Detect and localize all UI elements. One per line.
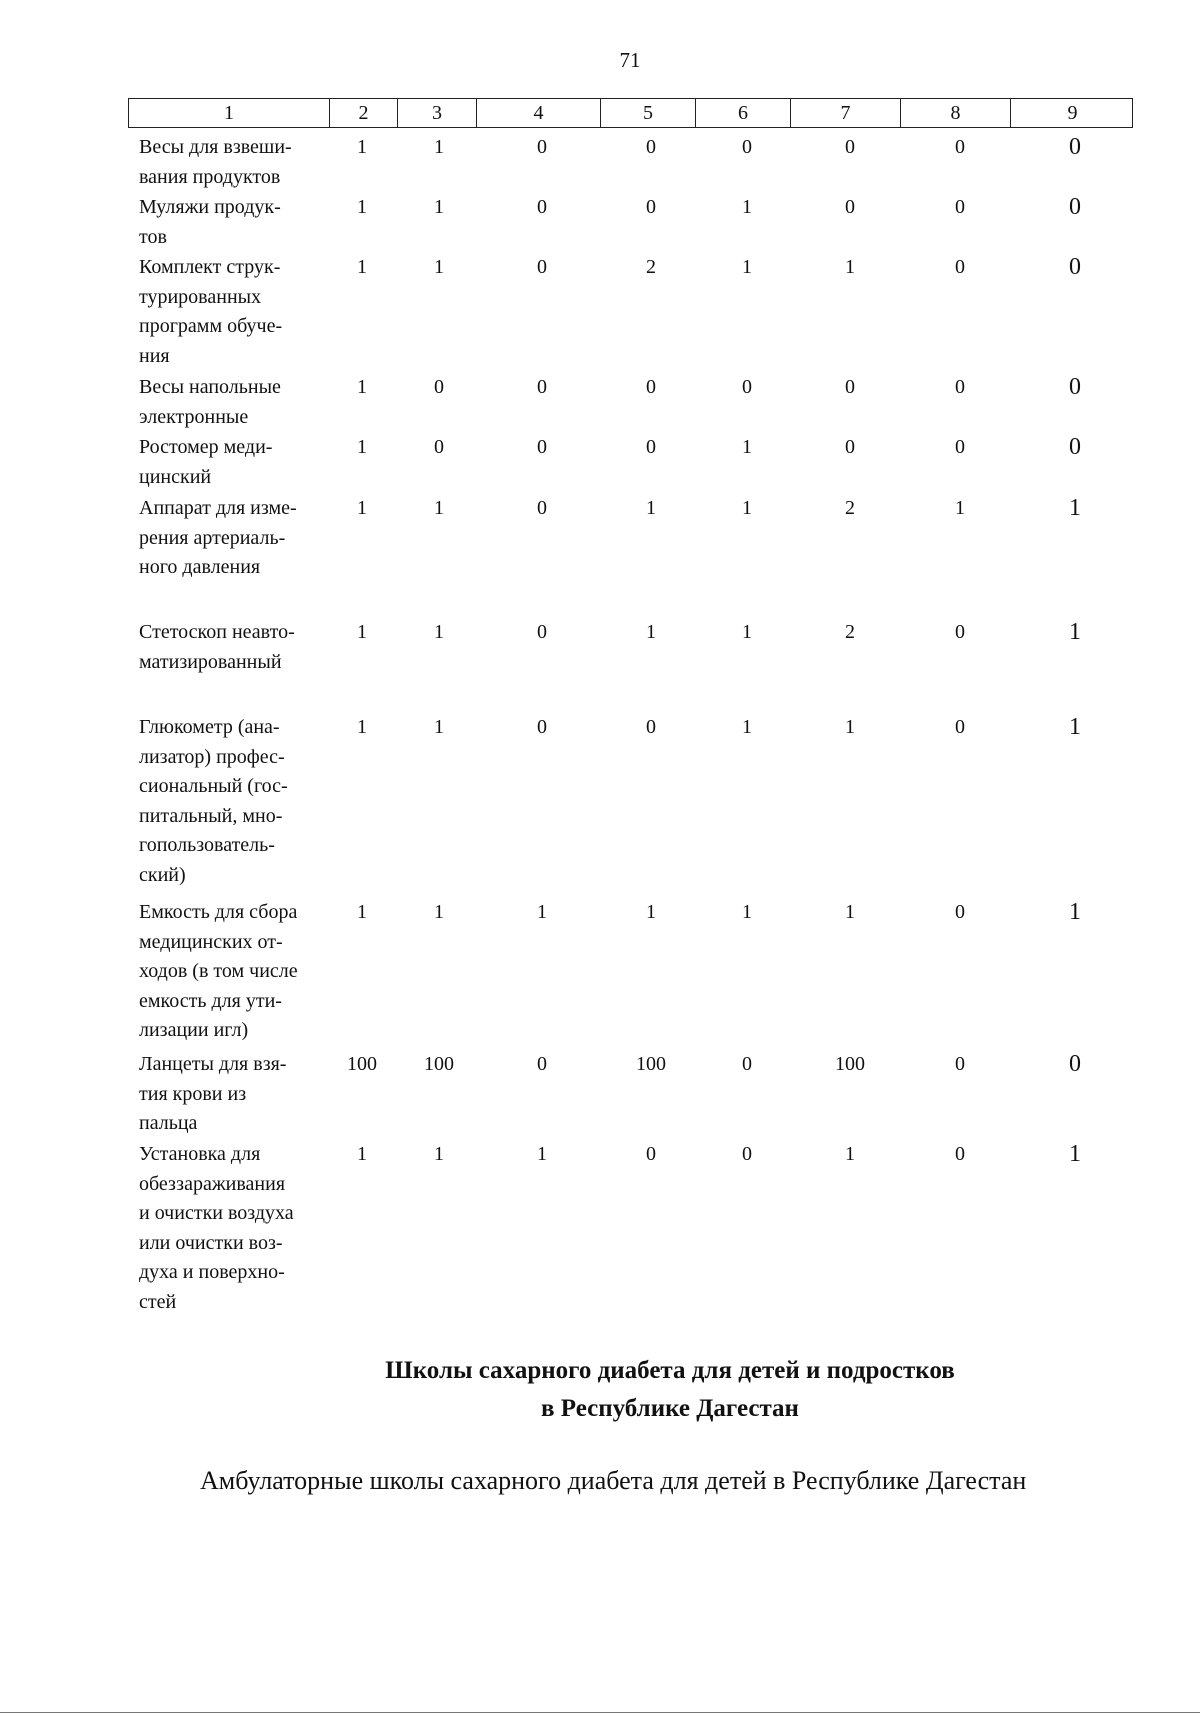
value-col-8: 0	[955, 256, 965, 278]
item-name-line: гопользователь-	[139, 834, 275, 856]
item-name-line: пальца	[139, 1112, 198, 1134]
value-col-6: 1	[742, 901, 752, 923]
value-col-6: 0	[742, 376, 752, 398]
item-name-line: электронные	[139, 405, 249, 428]
item-name-line: Весы для взвеши-	[139, 136, 292, 158]
item-name-line: ходов (в том числе	[139, 960, 298, 982]
value-col-6: 1	[742, 256, 752, 278]
value-col-9: 0	[1069, 134, 1081, 160]
value-col-9: 1	[1069, 899, 1081, 925]
section-title-line-2: в Республике Дагестан	[541, 1395, 799, 1422]
value-col-6: 0	[742, 136, 752, 158]
value-col-6: 0	[742, 1143, 752, 1165]
value-col-4: 0	[537, 1053, 547, 1075]
value-col-9: 1	[1069, 714, 1081, 740]
item-name-line: турированных	[139, 285, 262, 308]
item-name	[139, 898, 329, 1046]
item-name-line: Глюкометр (ана-	[139, 716, 280, 738]
item-name-line: матизированный	[139, 650, 282, 673]
value-col-3: 1	[434, 716, 444, 738]
header-cell-1: 1	[129, 99, 330, 127]
value-col-7: 0	[845, 196, 855, 218]
value-col-4: 0	[537, 436, 547, 458]
item-name-line: и очистки воздуха	[139, 1202, 294, 1224]
header-cell-6: 6	[696, 99, 791, 127]
value-col-3: 1	[434, 901, 444, 923]
item-name-line: Муляжи продук-	[139, 196, 281, 218]
item-name-line: вания продуктов	[139, 165, 281, 188]
item-name	[139, 433, 329, 492]
value-col-9: 0	[1069, 434, 1081, 460]
value-col-6: 0	[742, 1053, 752, 1075]
value-col-5: 0	[646, 196, 656, 218]
value-col-7: 1	[845, 1143, 855, 1165]
item-name-line: Емкость для сбора	[139, 901, 298, 923]
value-col-9: 1	[1069, 1141, 1081, 1167]
item-name-line: медицинских от-	[139, 930, 283, 953]
value-col-2: 1	[357, 716, 367, 738]
value-col-7: 2	[845, 497, 855, 519]
item-name	[139, 494, 329, 583]
value-col-2: 100	[347, 1053, 377, 1075]
value-col-8: 0	[955, 436, 965, 458]
item-name-line: духа и поверхно-	[139, 1261, 285, 1283]
page-number: 71	[619, 48, 641, 72]
value-col-4: 0	[537, 716, 547, 738]
value-col-5: 1	[646, 497, 656, 519]
value-col-9: 0	[1069, 194, 1081, 220]
table-header-row	[128, 98, 1133, 128]
item-name-line: Стетоскоп неавто-	[139, 621, 295, 643]
item-name-line: рения артериаль-	[139, 526, 286, 549]
value-col-8: 1	[955, 497, 965, 519]
value-col-8: 0	[955, 1143, 965, 1165]
value-col-8: 0	[955, 376, 965, 398]
value-col-5: 2	[646, 256, 656, 278]
value-col-9: 0	[1069, 1051, 1081, 1077]
header-cell-3: 3	[398, 99, 477, 127]
value-col-6: 1	[742, 196, 752, 218]
value-col-4: 0	[537, 621, 547, 643]
item-name-line: Ростомер меди-	[139, 436, 273, 458]
value-col-2: 1	[357, 376, 367, 398]
header-cell-8: 8	[901, 99, 1011, 127]
item-name	[139, 1140, 329, 1317]
value-col-8: 0	[955, 196, 965, 218]
value-col-7: 0	[845, 436, 855, 458]
header-cell-5: 5	[601, 99, 696, 127]
item-name-line: питальный, мно-	[139, 804, 283, 827]
value-col-4: 0	[537, 376, 547, 398]
value-col-3: 1	[434, 497, 444, 519]
value-col-3: 100	[424, 1053, 454, 1075]
value-col-3: 1	[434, 196, 444, 218]
item-name-line: обеззараживания	[139, 1172, 286, 1195]
value-col-7: 1	[845, 901, 855, 923]
value-col-8: 0	[955, 621, 965, 643]
item-name-line: ния	[139, 344, 170, 367]
item-name-line: Комплект струк-	[139, 256, 281, 278]
value-col-2: 1	[357, 621, 367, 643]
header-cell-9: 9	[1067, 102, 1078, 124]
value-col-8: 0	[955, 1053, 965, 1075]
value-col-2: 1	[357, 256, 367, 278]
value-col-2: 1	[357, 497, 367, 519]
value-col-4: 0	[537, 196, 547, 218]
value-col-7: 100	[835, 1053, 865, 1075]
value-col-3: 0	[434, 376, 444, 398]
value-col-5: 0	[646, 136, 656, 158]
value-col-6: 1	[742, 621, 752, 643]
value-col-6: 1	[742, 497, 752, 519]
item-name-line: лизатор) профес-	[139, 745, 285, 768]
section-title	[0, 1352, 1200, 1428]
item-name-line: стей	[139, 1290, 177, 1313]
item-name-line: емкость для ути-	[139, 989, 282, 1012]
item-name-line: Аппарат для изме-	[139, 497, 297, 519]
value-col-4: 1	[537, 901, 547, 923]
value-col-5: 1	[646, 901, 656, 923]
value-col-5: 0	[646, 1143, 656, 1165]
item-name-line: программ обуче-	[139, 315, 283, 337]
value-col-5: 0	[646, 716, 656, 738]
value-col-5: 0	[646, 436, 656, 458]
item-name	[139, 618, 329, 677]
value-col-9: 1	[1069, 619, 1081, 645]
value-col-8: 0	[955, 901, 965, 923]
item-name	[139, 133, 329, 192]
value-col-2: 1	[357, 136, 367, 158]
value-col-6: 1	[742, 436, 752, 458]
item-name-line: лизации игл)	[139, 1019, 249, 1041]
value-col-3: 1	[434, 136, 444, 158]
value-col-3: 0	[434, 436, 444, 458]
section-title-line-1: Школы сахарного диабета для детей и подростков	[385, 1357, 955, 1384]
item-name-line: ного давления	[139, 556, 261, 578]
item-name-line: тов	[139, 225, 167, 248]
value-col-5: 0	[646, 376, 656, 398]
item-name-line: тия крови из	[139, 1082, 247, 1105]
value-col-9: 0	[1069, 254, 1081, 280]
value-col-7: 1	[845, 716, 855, 738]
item-name-line: Весы напольные	[139, 376, 281, 398]
value-col-3: 1	[434, 621, 444, 643]
item-name-line: или очистки воз-	[139, 1231, 283, 1254]
value-col-7: 0	[845, 136, 855, 158]
item-name-line: Установка для	[139, 1143, 261, 1165]
value-col-9: 1	[1069, 495, 1081, 521]
intro-text: Амбулаторные школы сахарного диабета для детей в Республике Дагестан	[200, 1466, 1027, 1495]
value-col-2: 1	[357, 196, 367, 218]
item-name	[139, 373, 329, 432]
value-col-4: 0	[537, 497, 547, 519]
item-name	[139, 193, 329, 252]
header-cell-4: 4	[477, 99, 601, 127]
value-col-7: 1	[845, 256, 855, 278]
value-col-5: 1	[646, 621, 656, 643]
value-col-2: 1	[357, 1143, 367, 1165]
header-cell-2: 2	[330, 99, 398, 127]
value-col-5: 100	[636, 1053, 666, 1075]
item-name-line: ский)	[139, 863, 186, 886]
item-name	[139, 713, 329, 890]
item-name	[139, 253, 329, 371]
value-col-2: 1	[357, 901, 367, 923]
value-col-8: 0	[955, 136, 965, 158]
value-col-7: 2	[845, 621, 855, 643]
header-cell-7: 7	[791, 99, 901, 127]
item-name-line: Ланцеты для взя-	[139, 1053, 287, 1075]
item-name-line: цинский	[139, 465, 212, 488]
value-col-3: 1	[434, 256, 444, 278]
value-col-8: 0	[955, 716, 965, 738]
value-col-4: 1	[537, 1143, 547, 1165]
item-name	[139, 1050, 329, 1139]
item-name-line: сиональный (гос-	[139, 775, 288, 797]
value-col-4: 0	[537, 136, 547, 158]
value-col-7: 0	[845, 376, 855, 398]
value-col-9: 0	[1069, 374, 1081, 400]
value-col-2: 1	[357, 436, 367, 458]
bottom-divider	[0, 1712, 1200, 1713]
value-col-6: 1	[742, 716, 752, 738]
value-col-3: 1	[434, 1143, 444, 1165]
value-col-4: 0	[537, 256, 547, 278]
